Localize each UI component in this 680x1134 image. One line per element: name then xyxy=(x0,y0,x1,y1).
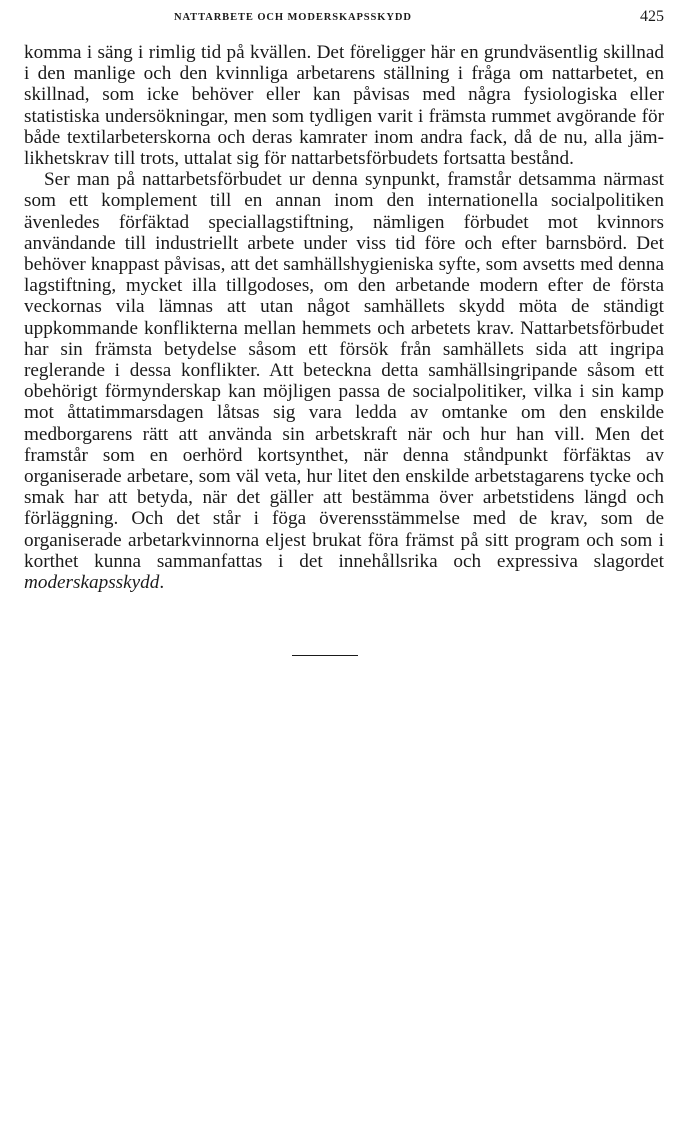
paragraph-1: komma i säng i rimlig tid på kvällen. Det föreligger här en grundväsentlig skillnad i den manlige och den kvinnliga arbetarens ställning i fråga om nattarbetet, en skillnad, som icke behöver eller kan påvisas med några fysiologiska eller statistiska undersökningar, men som tydligen varit i främsta rummet avgörande för både textilarbeterskorna och deras kamrater inom andra fack, då de nu, alla jämlikhetskrav till trots, uttalat sig för nattarbetsförbudets fortsatta bestånd. xyxy=(24,42,664,170)
closing-punctuation: . xyxy=(159,572,165,594)
book-page xyxy=(24,8,664,656)
running-header xyxy=(24,8,664,30)
section-end-rule xyxy=(292,655,358,656)
closing-term: moderskapsskydd xyxy=(24,572,160,594)
body-text xyxy=(24,42,664,593)
paragraph-2-text: Ser man på nattarbetsförbudet ur denna synpunkt, framstår detsamma närmast som ett komplement till en annan inom den internationella socialpolitiken ävenledes förfäktad speciallagstiftning, nämligen förbudet mot kvinnors användande till industriellt arbete under viss tid före och efter barnsbörd. Det behöver knappast påvisas, att det samhällshygieniska syfte, som avsetts med denna lagstiftning, mycket illa tillgodoses, om den arbetande modern efter de första veckornas vila lämnas att utan något samhällets skydd möta de ständigt uppkommande konflikterna mellan hemmets och arbetets krav. Nattarbetsförbudet har sin främsta betydelse såsom ett försök från samhällets sida att ingripa reglerande i dessa konflikter. Att beteckna detta samhällsingripande såsom ett obehörigt förmynderskap kan möjligen passa de socialpolitiker, vilka i sin kamp mot åttatimmarsdagen låtsas sig vara ledda av omtanke om den enskilde medborgarens rätt att använda sin arbetskraft när och hur han vill. Men det framstår som en oerhörd kortsynthet, när denna ståndpunkt förfäktas av organiserade arbetare, som väl veta, hur litet den enskilde arbetstagarens tycke och smak har att betyda, när det gäller att bestämma över arbetstidens längd och förläggning. Och det står i föga överensstämmelse med de krav, som de organiserade arbetarkvinnorna eljest brukat föra främst på sitt program och som i korthet kunna sammanfattas i det innehållsrika och expressiva slagordet xyxy=(24,169,664,572)
paragraph-2 xyxy=(24,169,664,593)
page-number: 425 xyxy=(640,8,664,25)
running-title: NATTARBETE OCH MODERSKAPSSKYDD xyxy=(174,12,412,23)
